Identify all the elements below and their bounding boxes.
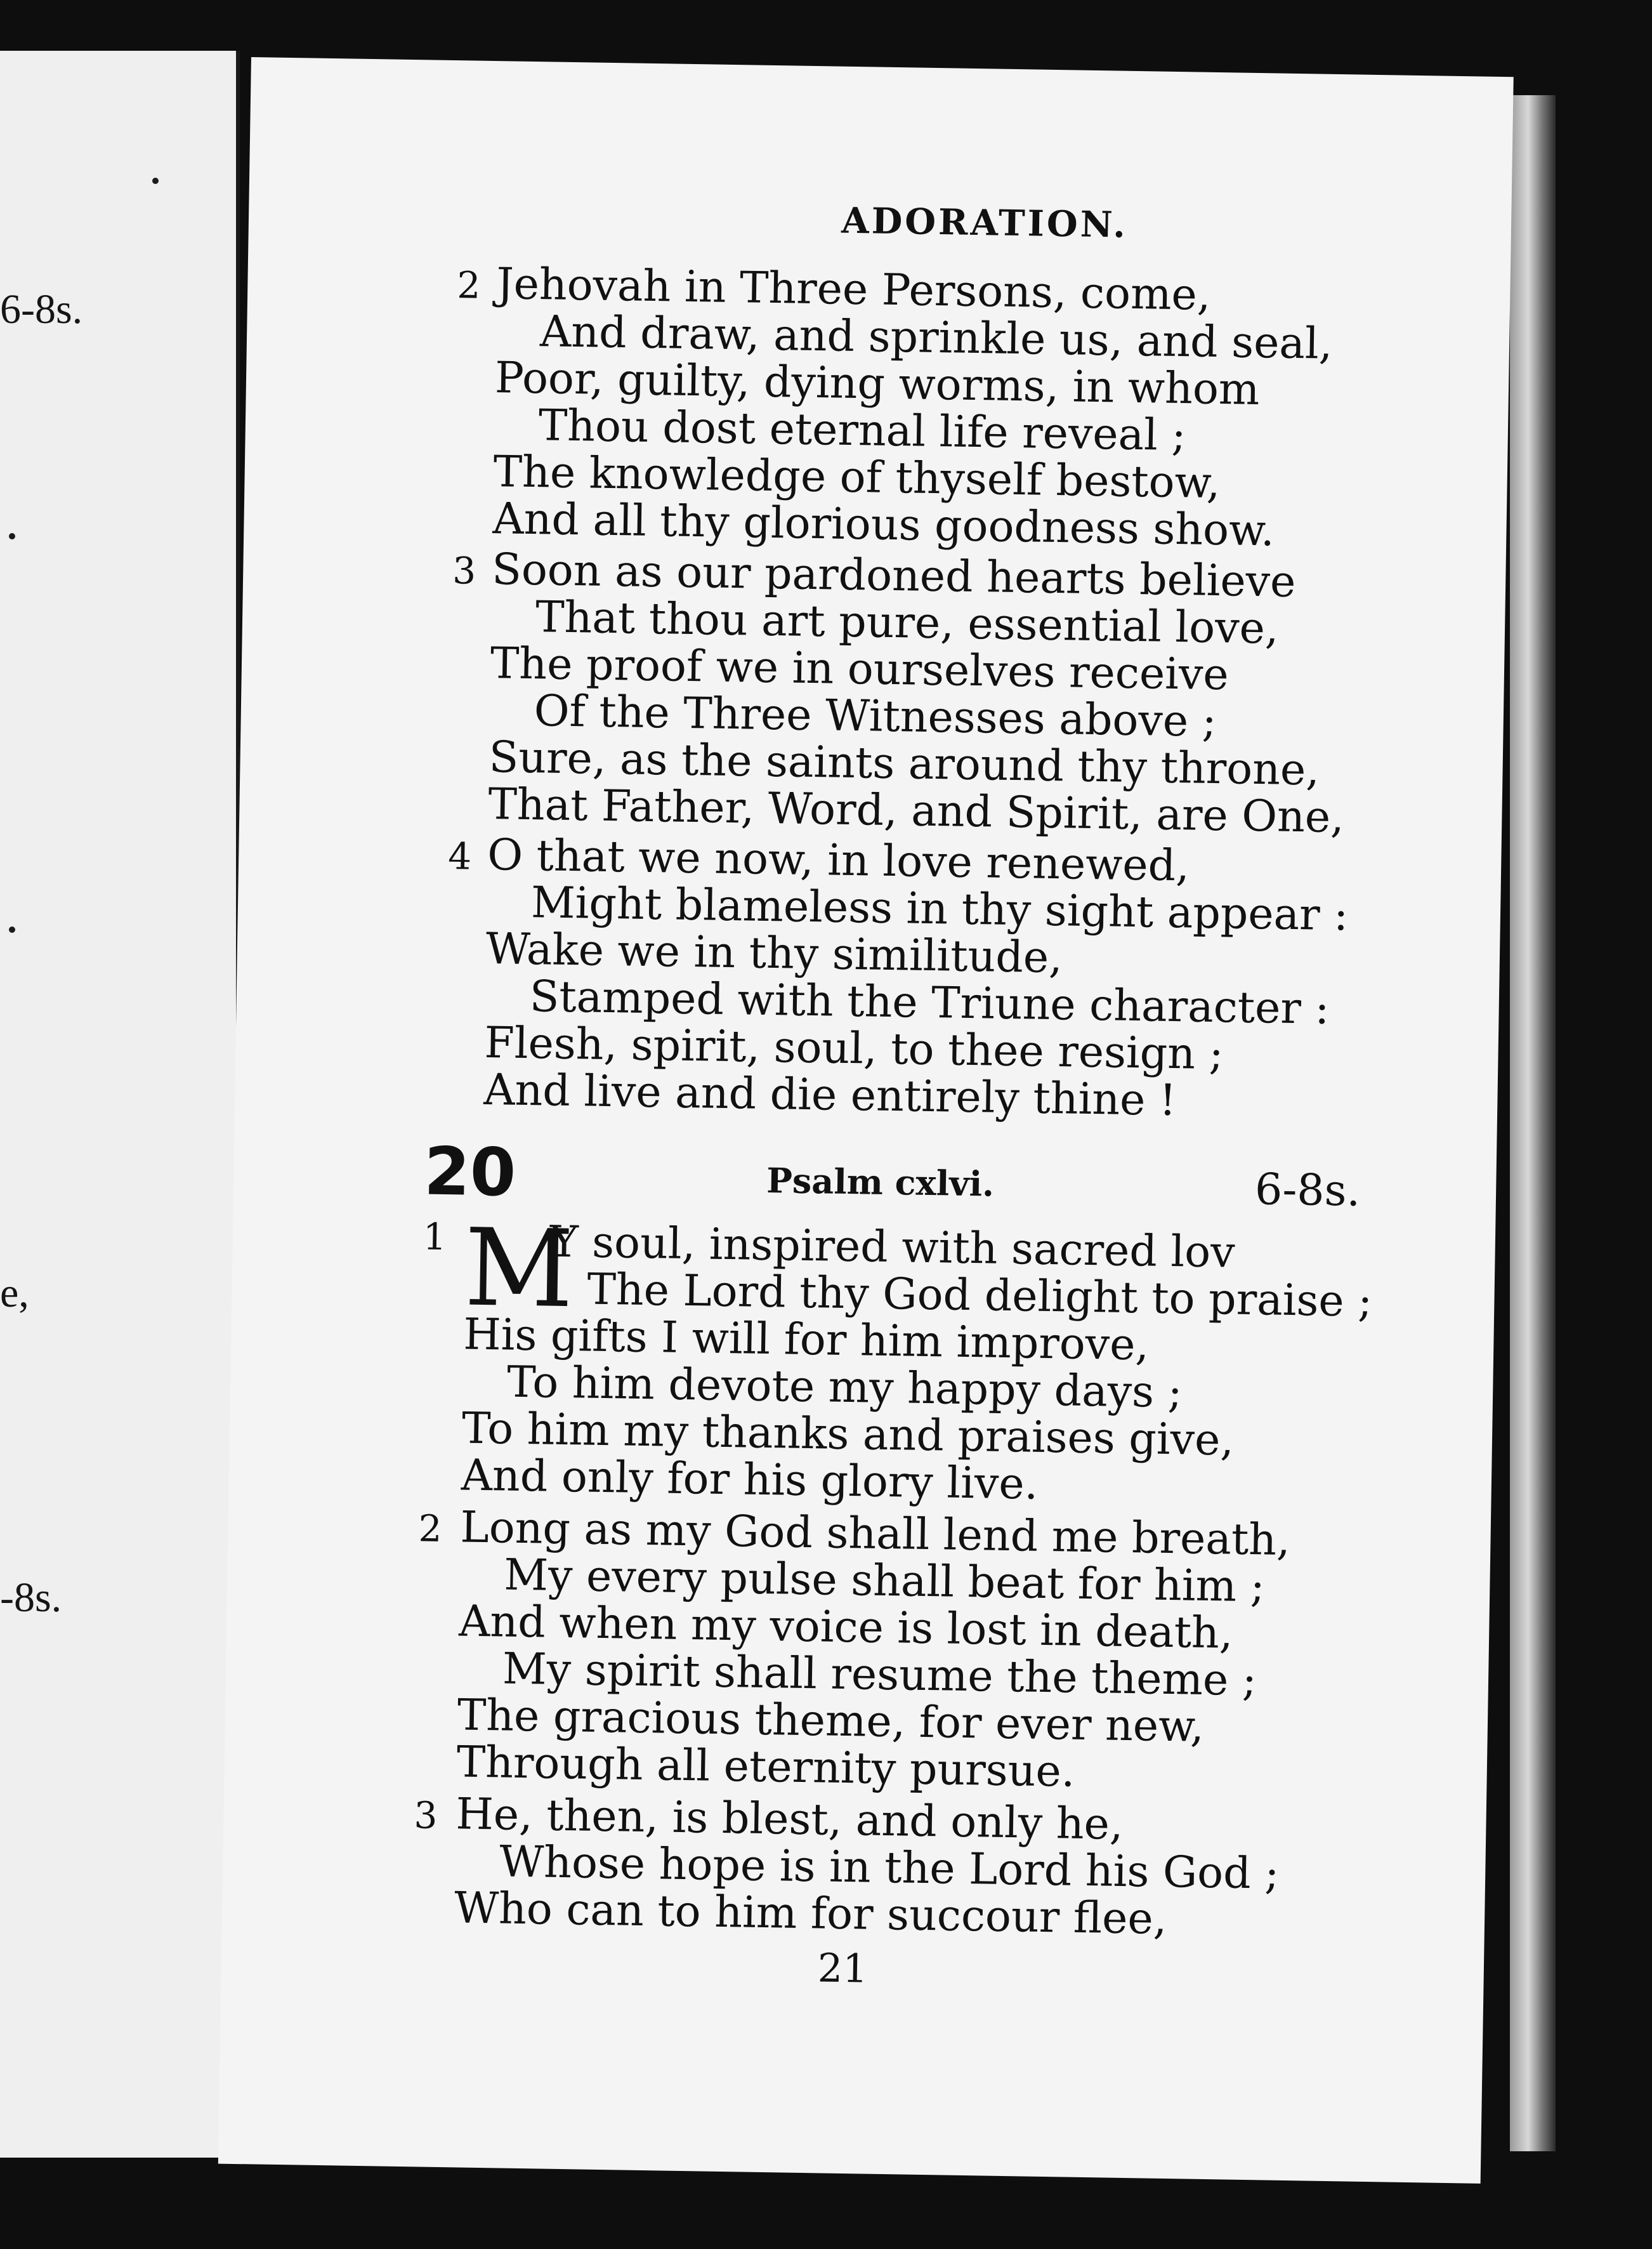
verse-line: Through all eternity pursue. bbox=[456, 1737, 1075, 1797]
verse-line: My spirit shall resume the theme ; bbox=[502, 1644, 1257, 1706]
verse-line: Jehovah in Three Persons, come, bbox=[495, 259, 1212, 320]
verse-line: Whose hope is in the Lord his God ; bbox=[499, 1837, 1280, 1899]
verse-line: And draw, and sprinkle us, and seal, bbox=[539, 307, 1333, 369]
print-speck bbox=[9, 927, 15, 933]
print-speck bbox=[152, 178, 159, 184]
verse-line: Thou dost eternal life reveal ; bbox=[538, 400, 1187, 461]
verse-line: Soon as our pardoned hearts believe bbox=[491, 544, 1296, 607]
verse-line: Might blameless in thy sight appear : bbox=[530, 878, 1349, 941]
verse-line: Flesh, spirit, soul, to thee resign ; bbox=[484, 1017, 1224, 1080]
verse-line: Stamped with the Triune character : bbox=[529, 972, 1330, 1034]
verse-line: The knowledge of thyself bestow, bbox=[493, 447, 1221, 509]
verse-line: And when my voice is lost in death, bbox=[458, 1596, 1234, 1659]
verse-number: 3 bbox=[452, 549, 476, 593]
verse-number: 4 bbox=[447, 834, 472, 878]
page-content bbox=[218, 57, 1514, 2184]
verse-line: He, then, is blest, and only he, bbox=[455, 1789, 1124, 1850]
verse-number: 1 bbox=[423, 1215, 447, 1259]
verse-line: Y soul, inspired with sacred lov bbox=[549, 1217, 1236, 1278]
book-page bbox=[218, 57, 1514, 2184]
left-meter-fragment-3: -8s. bbox=[0, 1574, 62, 1621]
verse-line: The Lord thy God delight to praise ; bbox=[586, 1264, 1373, 1327]
verse-line: The gracious theme, for ever new, bbox=[457, 1690, 1205, 1752]
running-head: ADORATION. bbox=[841, 199, 1129, 246]
verse-line: Of the Three Witnesses above ; bbox=[534, 686, 1217, 748]
page-number: 21 bbox=[817, 1944, 869, 1992]
verse-line: And live and die entirely thine ! bbox=[483, 1064, 1177, 1126]
verse-line: The proof we in ourselves receive bbox=[490, 638, 1229, 701]
verse-line: Who can to him for succour flee, bbox=[454, 1883, 1167, 1945]
verse-line: That thou art pure, essential love, bbox=[535, 592, 1280, 654]
drop-cap: M bbox=[463, 1205, 575, 1332]
left-fragment-2: e, bbox=[0, 1270, 29, 1316]
left-page-fragment bbox=[0, 51, 240, 2158]
verse-number: 2 bbox=[456, 263, 481, 307]
verse-number: 2 bbox=[418, 1507, 443, 1551]
print-speck bbox=[9, 533, 15, 539]
verse-line: Sure, as the saints around thy throne, bbox=[488, 732, 1320, 796]
verse-line: To him devote my happy days ; bbox=[506, 1357, 1183, 1418]
hymn-number: 20 bbox=[423, 1132, 517, 1211]
hymn-source: Psalm cxlvi. bbox=[766, 1159, 995, 1204]
page-edge bbox=[1510, 95, 1556, 2151]
verse-line: To him my thanks and praises give, bbox=[461, 1403, 1235, 1466]
verse-line: That Father, Word, and Spirit, are One, bbox=[487, 779, 1345, 843]
hymn-meter: 6-8s. bbox=[1254, 1164, 1361, 1217]
verse-line: O that we now, in love renewed, bbox=[487, 830, 1190, 892]
verse-line: And all thy glorious goodness show. bbox=[492, 494, 1275, 557]
verse-number: 3 bbox=[413, 1793, 438, 1837]
verse-line: And only for his glory live. bbox=[461, 1450, 1039, 1510]
verse-line: Wake we in thy similitude, bbox=[485, 923, 1063, 984]
verse-line: His gifts I will for him improve, bbox=[462, 1309, 1150, 1371]
verse-line: Long as my God shall lend me breath, bbox=[460, 1502, 1291, 1566]
verse-line: My every pulse shall beat for him ; bbox=[503, 1550, 1266, 1613]
left-meter-fragment-1: 6-8s. bbox=[0, 286, 83, 333]
verse-line: Poor, guilty, dying worms, in whom bbox=[494, 353, 1260, 416]
